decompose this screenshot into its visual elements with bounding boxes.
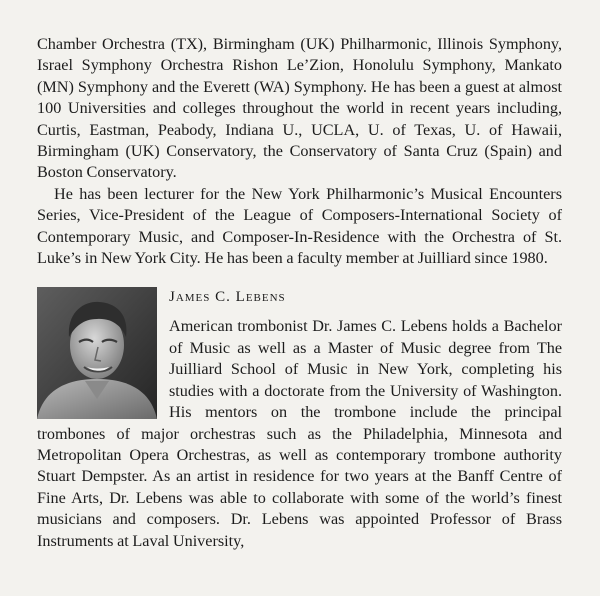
portrait-photo — [37, 287, 157, 419]
musician-bio: American trombonist Dr. James C. Lebens holds a Bachelor of Music as well as a Master of Music degree from The Juilliard School of Music in New York, completing his studies with a doctorate from the University of Washington. His mentors on the trombone include the principal trombones of major orchestras such as the Philadelphia, Minnesota and Metropolitan Opera Orchestras, as well as contemporary trombone authority Stuart Dempster. As an artist in residence for two years at the Banff Centre of Fine Arts, Dr. Lebens was able to collaborate with some of the world’s finest musicians and composers. Dr. Lebens was appointed Professor of Brass Instruments at Laval University, — [37, 317, 562, 550]
musician-section — [37, 287, 562, 551]
musician-name: James C. Lebens — [169, 289, 286, 306]
intro-paragraph-2: He has been lecturer for the New York Philharmonic’s Musical Encounters Series, Vice-President of the League of Composers-International Society of Contemporary Music, and Composer-In-Residence with the Orchestra of St. Luke’s in New York City. He has been a faculty member at Juilliard since 1980. — [37, 184, 562, 268]
intro-paragraph-1: Chamber Orchestra (TX), Birmingham (UK) Philharmonic, Illinois Symphony, Israel Symphony Orchestra Rishon Le’Zion, Honolulu Symphony, Mankato (MN) Symphony and the Everett (WA) Symphony. He has been a guest at almost 100 Universities and colleges throughout the world in recent years including, Curtis, Eastman, Peabody, Indiana U., UCLA, U. of Texas, U. of Hawaii, Birmingham (UK) Conservatory, the Conservatory of Santa Cruz (Spain) and Boston Conservatory. — [37, 35, 562, 182]
